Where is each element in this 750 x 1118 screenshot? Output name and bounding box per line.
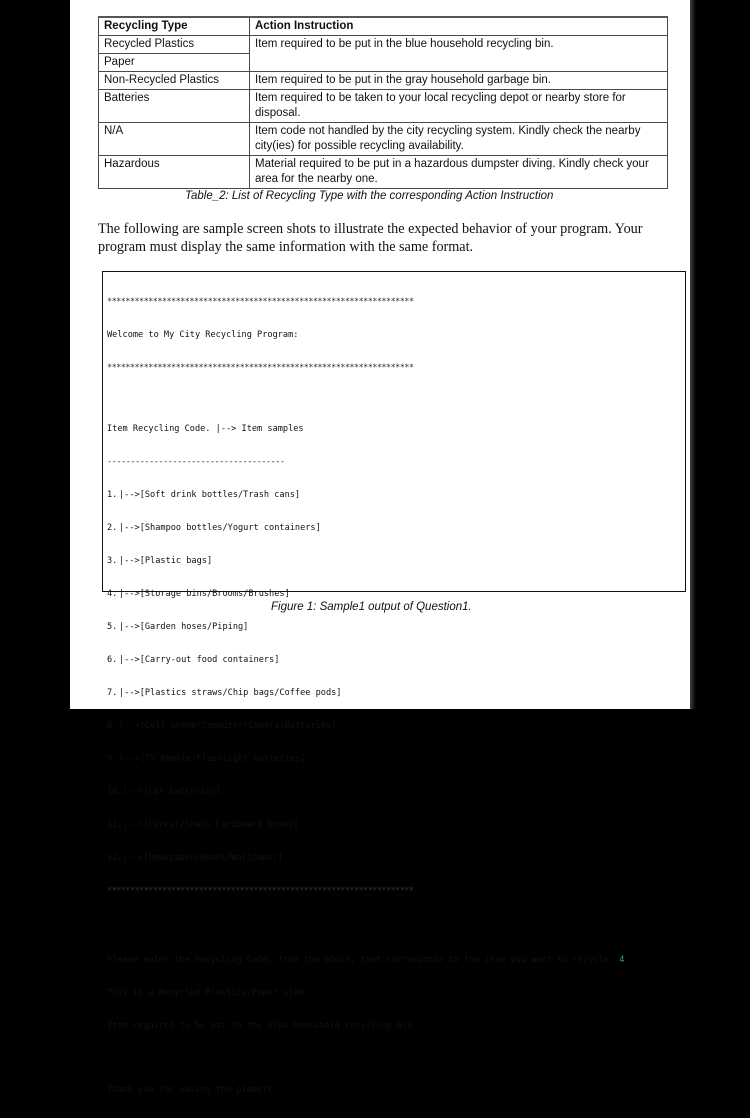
item-text: |-->[Plastics straws/Chip bags/Coffee pods] [119,688,342,698]
welcome-line: Welcome to My City Recycling Program: [107,330,299,340]
cell-action: Material required to be put in a hazardous dumpster diving. Kindly check your area for the nearby one. [250,156,668,189]
cell-type: Hazardous [99,156,250,189]
item-text: |-->[Shampoo bottles/Yogurt containers] [119,523,321,533]
cell-type: Recycled Plastics [99,36,250,54]
menu-item [107,688,681,699]
item-text: |-->[Storage bins/Brooms/Brushes] [119,589,290,599]
item-code: 9. [107,754,118,764]
item-code: 11. [107,820,123,830]
result-line-1: This is a Recycled Plastics/Paper item. [107,988,309,998]
item-code: 2. [107,523,118,533]
table-caption: Table_2: List of Recycling Type with the corresponding Action Instruction [185,190,554,202]
item-text: |-->[Plastic bags] [119,556,213,566]
thanks-line: Thank you for saving the planet! [107,1085,273,1095]
page-edge-shadow [690,0,696,709]
item-text: |-->[Carry-out food containers] [119,655,280,665]
stars-divider: ******************************************************************* [107,363,414,373]
cell-action: Item required to be taken to your local recycling depot or nearby store for disposal. [250,90,668,123]
stars-divider: ******************************************************************* [107,297,414,307]
menu-item [107,787,681,798]
item-text: |-->[Cereal/Snack Cardboard boxes] [122,820,299,830]
item-code: 4. [107,589,118,599]
cell-type: Non-Recycled Plastics [99,72,250,90]
cell-type: Paper [99,54,250,72]
header-action-instruction: Action Instruction [250,17,668,36]
cell-action: Item required to be put in the gray household garbage bin. [250,72,668,90]
header-recycling-type: Recycling Type [99,17,250,36]
menu-item [107,655,681,666]
user-input-value: 4 [619,955,625,965]
table-row [99,72,668,90]
cell-type: N/A [99,123,250,156]
cell-type: Batteries [99,90,250,123]
menu-item [107,490,681,501]
item-text: |-->[Newspaper/Books/Wallpaper] [122,853,283,863]
prompt-line [107,955,681,966]
document-page [70,0,690,1095]
item-code: 5. [107,622,118,632]
item-code: 8. [107,721,118,731]
menu-item [107,820,681,831]
item-code: 7. [107,688,118,698]
item-code: 12. [107,853,123,863]
menu-item [107,754,681,765]
item-text: |-->[Cell phone/Computer/Camera/Batteries] [119,721,337,731]
item-code: 10. [107,787,123,797]
cell-action: Item required to be put in the blue household recycling bin. [250,36,668,72]
item-code: 3. [107,556,118,566]
item-code: 6. [107,655,118,665]
item-text: |-->[TV Remote/Flashlight batteries] [119,754,306,764]
table-row [99,123,668,156]
item-text: |-->[Car batteries] [122,787,221,797]
item-text: |-->[Soft drink bottles/Trash cans] [119,490,301,500]
stars-divider: ******************************************************************* [107,886,414,896]
menu-item [107,556,681,567]
menu-header: Item Recycling Code. |--> Item samples [107,424,304,434]
menu-item [107,523,681,534]
figure-caption: Figure 1: Sample1 output of Question1. [271,601,472,613]
menu-item [107,721,681,732]
recycling-table [98,16,668,189]
menu-item [107,589,681,600]
result-line-2: Item required to be put in the blue household recycling bin. [107,1021,418,1031]
dashes-divider: -------------------------------------- [107,457,285,467]
table-row [99,36,668,54]
table-row [99,90,668,123]
item-code: 1. [107,490,118,500]
item-text: |-->[Garden hoses/Piping] [119,622,249,632]
prompt-text: Please enter the Recycling Code, from the above, that corresponds to the item you want to recycle: [107,955,620,965]
table-row [99,156,668,189]
menu-item [107,853,681,864]
table-header-row [99,17,668,36]
menu-item [107,622,681,633]
cell-action: Item code not handled by the city recycling system. Kindly check the nearby city(ies) for possible recycling availability. [250,123,668,156]
intro-paragraph: The following are sample screen shots to illustrate the expected behavior of your program. Your program must display the same information with the same format. [98,221,643,255]
